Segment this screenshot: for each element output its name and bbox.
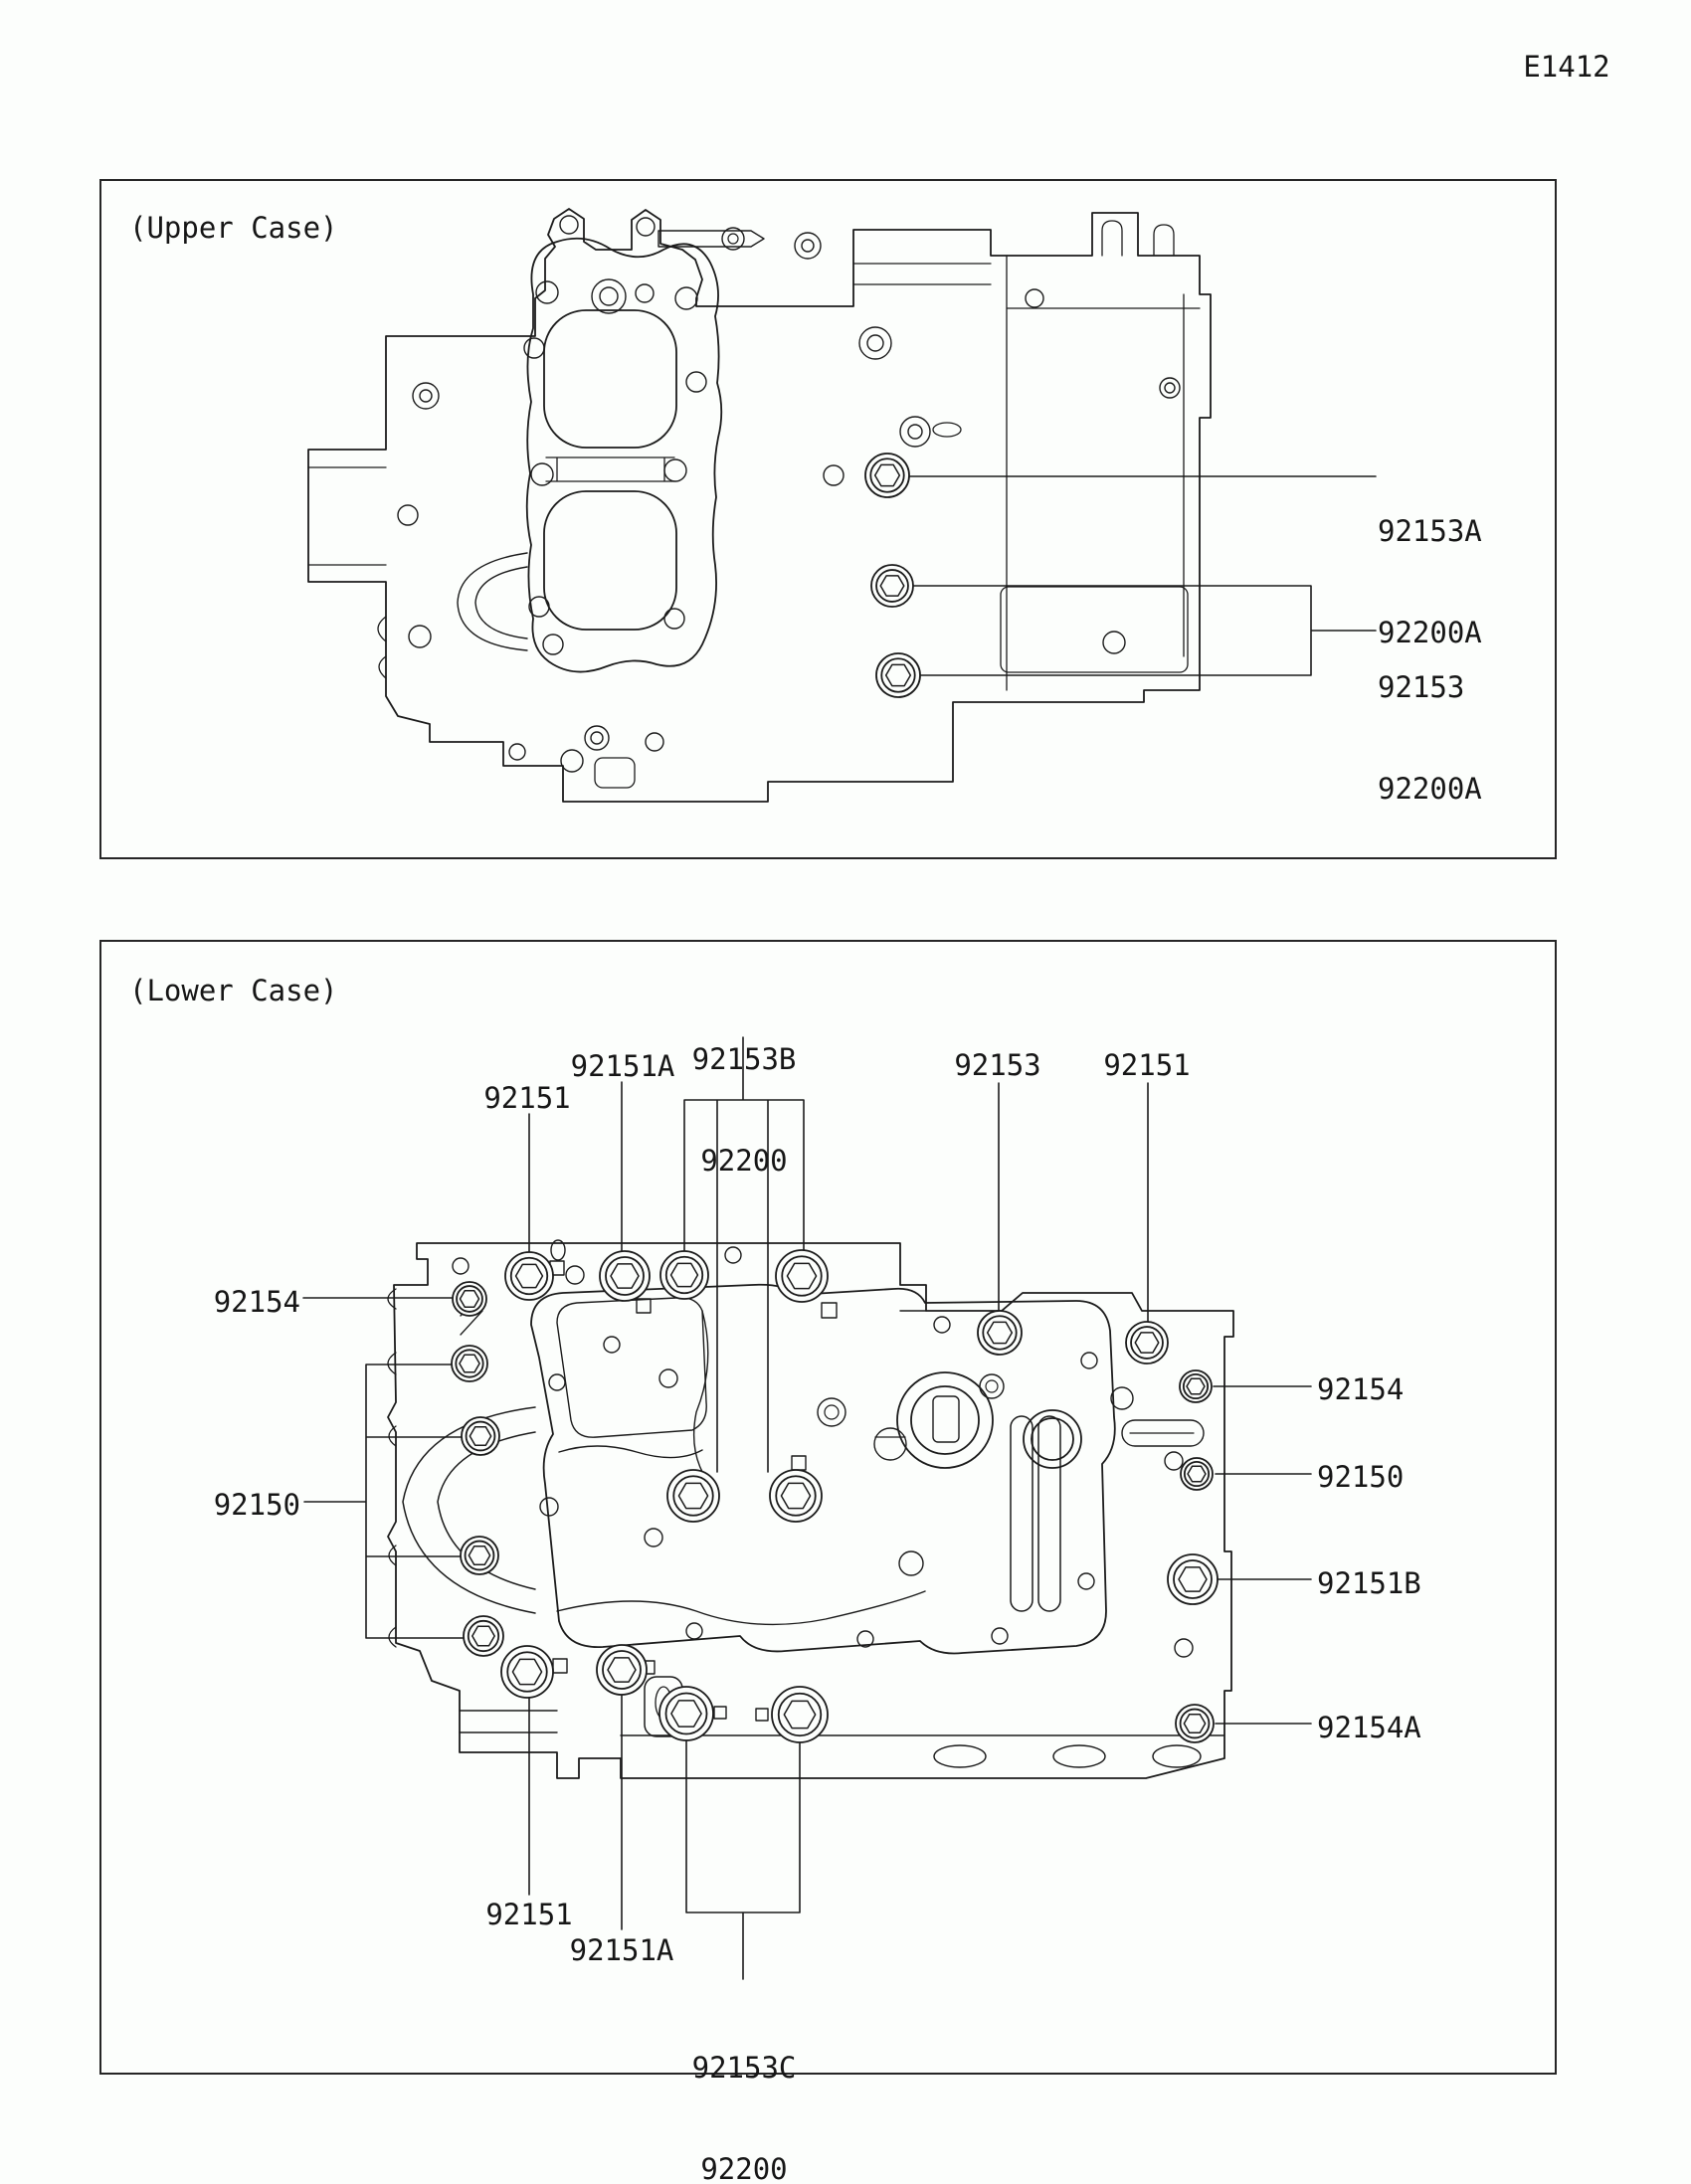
callout-92151-top-left: 92151 — [483, 1081, 571, 1115]
callout-92151a-bottom: 92151A — [569, 1933, 674, 1967]
part-number: 92153 — [1378, 670, 1465, 704]
callout-92151b-right: 92151B — [1317, 1566, 1421, 1600]
callout-92154a-right: 92154A — [1317, 1711, 1421, 1744]
callout-92150-right: 92150 — [1317, 1460, 1405, 1494]
page-code: E1412 — [1523, 50, 1610, 84]
lower-case-title: (Lower Case) — [129, 974, 338, 1007]
callout-92150-left: 92150 — [213, 1488, 300, 1522]
part-number: 92200A — [1378, 616, 1482, 649]
upper-case-panel — [99, 179, 1557, 859]
part-number: 92200 — [700, 2152, 788, 2184]
callout-92151a-top: 92151A — [570, 1049, 675, 1083]
callout-92153c-92200 — [595, 1983, 893, 2184]
callout-92153-92200a — [1378, 603, 1482, 873]
upper-case-title: (Upper Case) — [129, 211, 338, 245]
callout-92154-left: 92154 — [213, 1285, 300, 1319]
part-number: 92200A — [1378, 772, 1482, 806]
part-number: 92200 — [700, 1144, 788, 1178]
callout-92154-right: 92154 — [1317, 1372, 1405, 1406]
callout-92151-bottom: 92151 — [485, 1898, 573, 1931]
part-number: 92153B — [691, 1042, 797, 1076]
part-number: 92153C — [691, 2051, 797, 2085]
callout-92151-top-right: 92151 — [1103, 1048, 1191, 1082]
part-number: 92153A — [1378, 514, 1482, 548]
callout-92153-top: 92153 — [954, 1048, 1041, 1082]
